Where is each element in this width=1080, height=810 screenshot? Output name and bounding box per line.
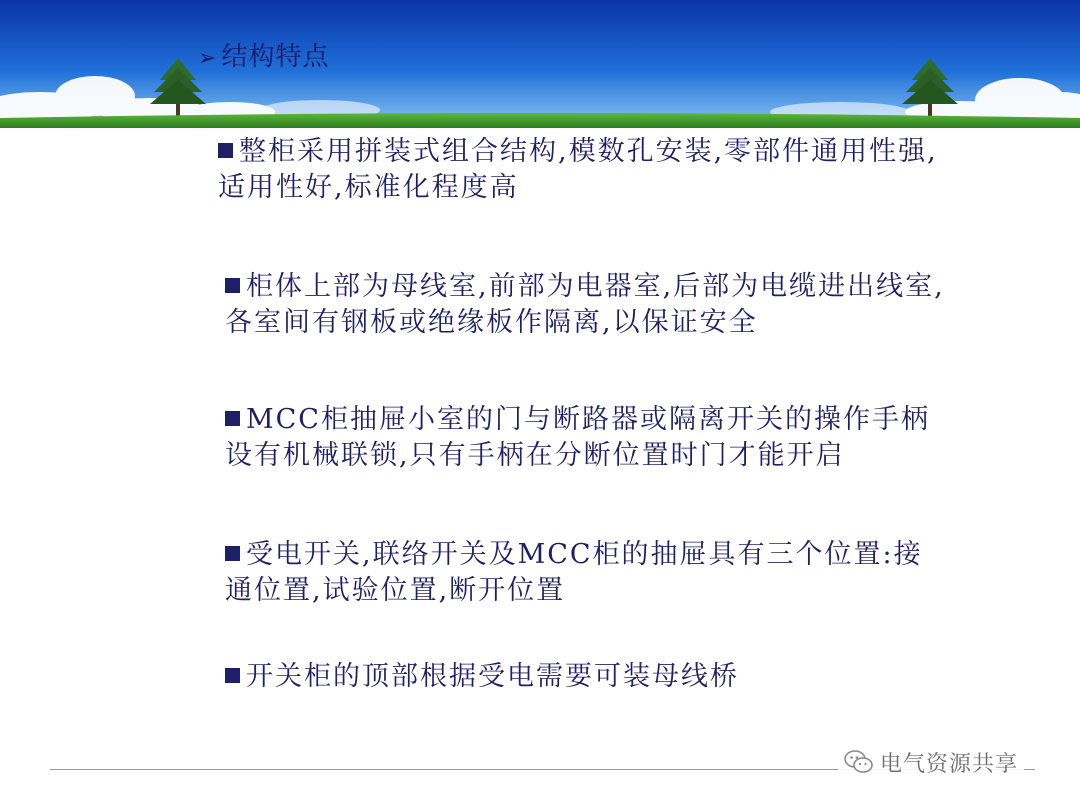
arrow-right-icon: ➢ bbox=[198, 46, 218, 71]
watermark bbox=[838, 746, 1024, 778]
bullet-item-3 bbox=[225, 402, 945, 474]
bullet-text: MCC柜抽屉小室的门与断路器或隔离开关的操作手柄设有机械联锁,只有手柄在分断位置时门才能开启 bbox=[225, 404, 930, 471]
header-banner bbox=[0, 0, 1080, 128]
bullet-square-icon bbox=[225, 278, 240, 293]
bullet-text: 开关柜的顶部根据受电需要可装母线桥 bbox=[246, 661, 739, 692]
bullet-item-1 bbox=[218, 134, 938, 206]
bullet-text: 整柜采用拼装式组合结构,模数孔安装,零部件通用性强,适用性好,标准化程度高 bbox=[218, 136, 938, 203]
bullet-square-icon bbox=[225, 668, 240, 683]
bullet-item-4 bbox=[225, 537, 945, 609]
bullet-square-icon bbox=[218, 143, 233, 158]
watermark-text: 电气资源共享 bbox=[880, 751, 1019, 777]
bullet-item-5 bbox=[225, 659, 945, 695]
bullet-text: 受电开关,联络开关及MCC柜的抽屉具有三个位置:接通位置,试验位置,断开位置 bbox=[225, 539, 923, 606]
slide-title bbox=[198, 36, 329, 73]
slide-title-text: 结构特点 bbox=[221, 42, 330, 72]
sky-landscape-image bbox=[0, 0, 1080, 128]
bullet-item-2 bbox=[225, 269, 945, 341]
bullet-square-icon bbox=[225, 546, 240, 561]
wechat-icon bbox=[844, 749, 874, 775]
bullet-text: 柜体上部为母线室,前部为电器室,后部为电缆进出线室,各室间有钢板或绝缘板作隔离,以保证安全 bbox=[225, 271, 945, 338]
bullet-square-icon bbox=[225, 411, 240, 426]
